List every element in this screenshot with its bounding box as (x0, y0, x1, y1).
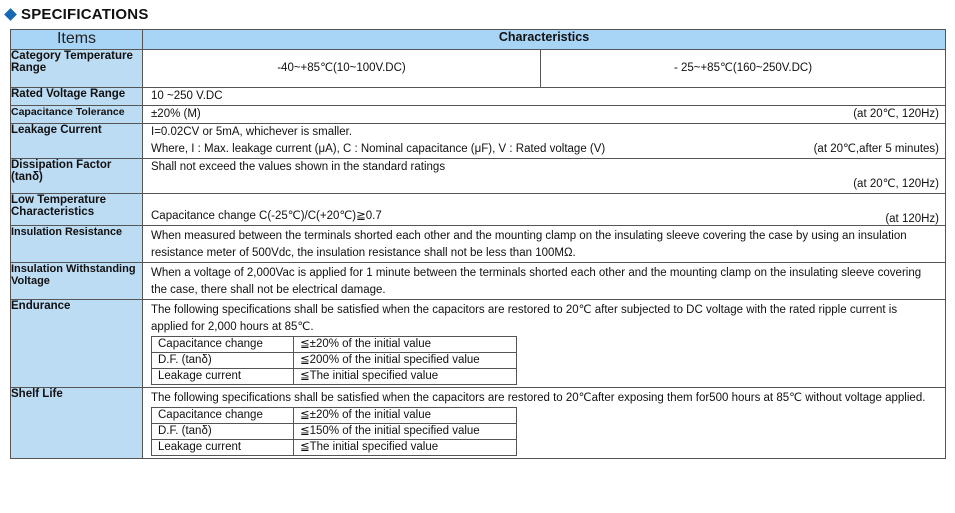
criteria-key: D.F. (tanδ) (152, 424, 294, 440)
test-condition: (at 120Hz) (885, 213, 940, 225)
capacitance-tolerance-value: ±20% (M) (151, 108, 201, 120)
table-row (152, 440, 517, 456)
row-label: Shelf Life (11, 388, 143, 459)
row-value-cell (143, 88, 946, 106)
leakage-line-1: I=0.02CV or 5mA, whichever is smaller. (151, 126, 353, 138)
table-row (152, 424, 517, 440)
row-value-cell (143, 106, 946, 124)
row-label: Category Temperature Range (11, 50, 143, 88)
row-label: Endurance (11, 300, 143, 388)
row-value-cell (143, 159, 946, 194)
row-shelf-life (11, 388, 946, 459)
test-condition: (at 20℃, 120Hz) (853, 108, 940, 120)
row-value-cell (143, 226, 946, 263)
criteria-key: Leakage current (152, 440, 294, 456)
table-row (152, 353, 517, 369)
row-label: Dissipation Factor (tanδ) (11, 159, 143, 194)
leakage-definition: Where, I : Max. leakage current (μA), C : Nominal capacitance (μF), V : Rated voltage (V) (151, 143, 606, 155)
test-condition: (at 20℃, 120Hz) (853, 178, 940, 190)
row-label: Rated Voltage Range (11, 88, 143, 106)
criteria-value: ≦The initial specified value (294, 369, 517, 385)
criteria-value: ≦The initial specified value (294, 440, 517, 456)
spacer (143, 194, 945, 208)
row-insulation-withstanding (11, 263, 946, 300)
rated-voltage-value: 10 ~250 V.DC (151, 90, 223, 102)
row-label: Leakage Current (11, 124, 143, 159)
table-header-row (11, 30, 946, 50)
criteria-key: D.F. (tanδ) (152, 353, 294, 369)
row-value-cell (143, 124, 946, 159)
section-title: SPECIFICATIONS (21, 5, 149, 23)
table-row (152, 408, 517, 424)
test-condition: (at 20℃,after 5 minutes) (813, 143, 940, 155)
category-range-low-voltage: -40~+85℃(10~100V.DC) (143, 50, 541, 88)
row-value-cell (143, 300, 946, 388)
col-header-items: Items (11, 30, 143, 50)
endurance-text: The following specifications shall be satisfied when the capacitors are restored to 20℃ after subjected to DC voltage with the rated ripple current is applied for 2,000 hours at 85℃. (151, 304, 898, 333)
insulation-resistance-text: When measured between the terminals shorted each other and the mounting clamp on the insulating sleeve covering the case by using an insulation resistance meter of 500Vdc, the insulation resistance shall not be less than 100MΩ. (151, 230, 907, 259)
specifications-table (10, 29, 946, 459)
low-temp-value: Capacitance change C(-25℃)/C(+20℃)≧0.7 (151, 210, 382, 222)
row-endurance (11, 300, 946, 388)
row-label: Low Temperature Characteristics (11, 194, 143, 226)
row-capacitance-tolerance (11, 106, 946, 124)
col-header-characteristics: Characteristics (143, 30, 946, 50)
criteria-value: ≦±20% of the initial value (294, 337, 517, 353)
section-header (2, 5, 149, 23)
row-value-cell (143, 194, 946, 226)
row-value-cell (143, 263, 946, 300)
row-value-cell (143, 388, 946, 459)
capacitance-tolerance-line (143, 106, 945, 123)
row-rated-voltage (11, 88, 946, 106)
leakage-line-2 (143, 141, 945, 158)
low-temp-line (143, 208, 945, 225)
diamond-bullet-icon (4, 8, 17, 21)
endurance-criteria-table (151, 336, 517, 385)
criteria-value: ≦200% of the initial specified value (294, 353, 517, 369)
row-insulation-resistance (11, 226, 946, 263)
criteria-key: Leakage current (152, 369, 294, 385)
dissipation-value: Shall not exceed the values shown in the standard ratings (151, 161, 446, 173)
criteria-key: Capacitance change (152, 408, 294, 424)
shelf-life-criteria-table (151, 407, 517, 456)
table-row (152, 337, 517, 353)
row-label: Insulation Resistance (11, 226, 143, 263)
row-dissipation-factor (11, 159, 946, 194)
shelf-life-text: The following specifications shall be satisfied when the capacitors are restored to 20℃after exposing them for500 hours at 85℃ without voltage applied. (151, 392, 926, 404)
category-range-high-voltage: - 25~+85℃(160~250V.DC) (541, 50, 946, 88)
row-category-temperature (11, 50, 946, 88)
row-label: Insulation Withstanding Voltage (11, 263, 143, 300)
insulation-voltage-text: When a voltage of 2,000Vac is applied for 1 minute between the terminals shorted each other and the mounting clamp on the insulating sleeve covering the case, there shall not be electrical damage. (151, 267, 922, 296)
row-leakage-current (11, 124, 946, 159)
criteria-value: ≦±20% of the initial value (294, 408, 517, 424)
criteria-key: Capacitance change (152, 337, 294, 353)
table-row (152, 369, 517, 385)
row-low-temperature (11, 194, 946, 226)
criteria-value: ≦150% of the initial specified value (294, 424, 517, 440)
dissipation-condition-line (143, 176, 945, 193)
row-label: Capacitance Tolerance (11, 106, 143, 124)
